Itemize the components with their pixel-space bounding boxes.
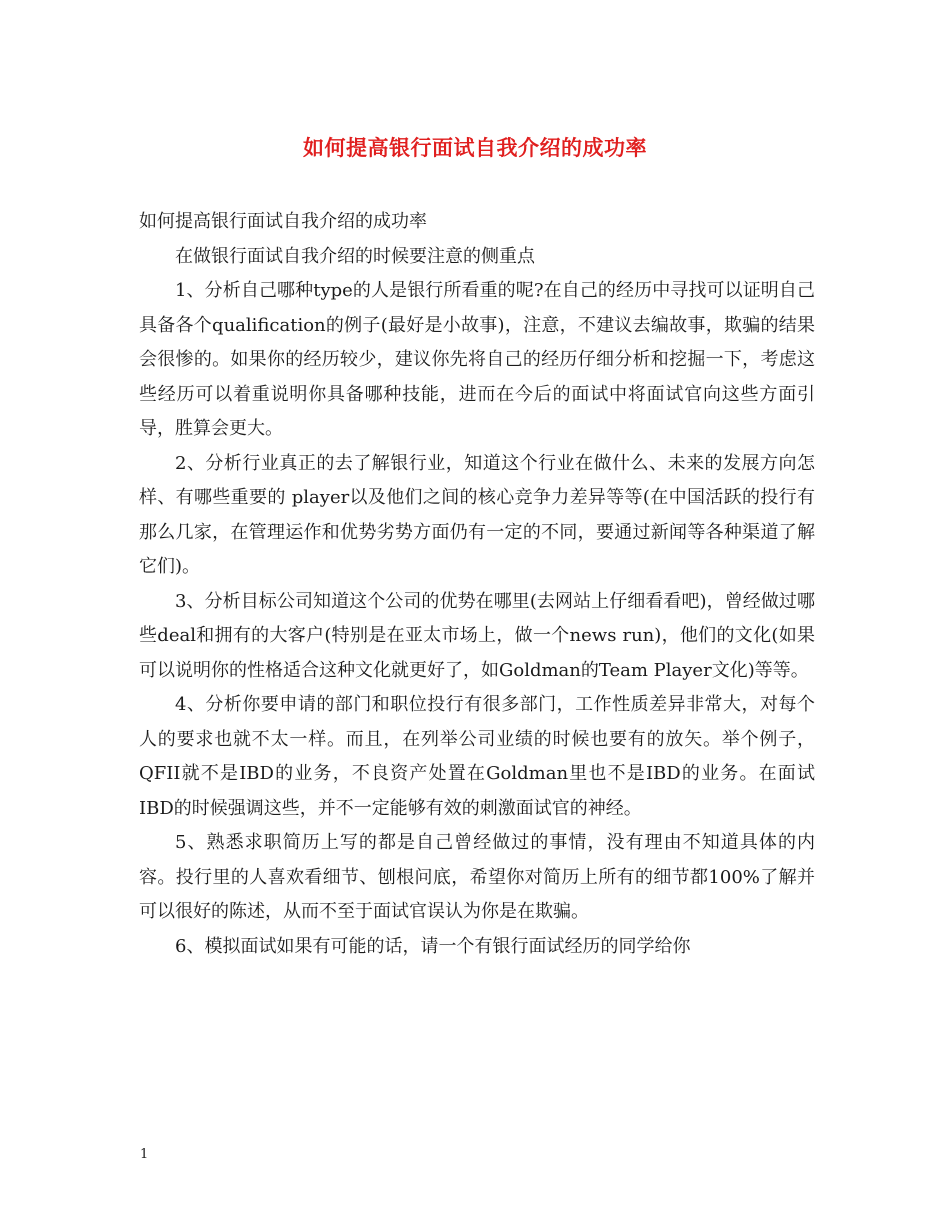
paragraph-point-4: 4、分析你要申请的部门和职位投行有很多部门，工作性质差异非常大，对每个人的要求也就不太一样。而且，在列举公司业绩的时候也要有的放矢。举个例子，QFII就不是IBD的业务，不良资产处置在Goldman里也不是IBD的业务。在面试IBD的时候强调这些，并不一定能够有效的刺激面试官的神经。 <box>139 694 815 819</box>
paragraph-point-3: 3、分析目标公司知道这个公司的优势在哪里(去网站上仔细看看吧)，曾经做过哪些deal和拥有的大客户(特别是在亚太市场上，做一个news run)，他们的文化(如果可以说明你的性格适合这种文化就更好了，如Goldman的Team Player文化)等等。 <box>139 590 815 681</box>
paragraph-heading: 如何提高银行面试自我介绍的成功率 <box>139 211 427 232</box>
paragraph-intro: 在做银行面试自我介绍的时候要注意的侧重点 <box>175 245 535 267</box>
paragraph-point-6: 6、模拟面试如果有可能的话，请一个有银行面试经历的同学给你 <box>175 935 691 957</box>
document-body <box>139 205 815 964</box>
paragraph-point-5: 5、熟悉求职简历上写的都是自己曾经做过的事情，没有理由不知道具体的内容。投行里的人喜欢看细节、刨根问底，希望你对简历上所有的细节都100%了解并可以很好的陈述，从而不至于面试官误认为你是在欺骗。 <box>139 832 815 922</box>
page-number: 1 <box>140 1147 149 1162</box>
document-title: 如何提高银行面试自我介绍的成功率 <box>303 135 647 160</box>
paragraph-point-1: 1、分析自己哪种type的人是银行所看重的呢?在自己的经历中寻找可以证明自己具备各个qualification的例子(最好是小故事)，注意，不建议去编故事，欺骗的结果会很惨的。如果你的经历较少，建议你先将自己的经历仔细分析和挖掘一下，考虑这些经历可以着重说明你具备哪种技能，进而在今后的面试中将面试官向这些方面引导，胜算会更大。 <box>139 280 815 439</box>
paragraph-point-2: 2、分析行业真正的去了解银行业，知道这个行业在做什么、未来的发展方向怎样、有哪些重要的 player以及他们之间的核心竞争力差异等等(在中国活跃的投行有那么几家，在管理运作和优势劣势方面仍有一定的不同，要通过新闻等各种渠道了解它们)。 <box>139 452 815 577</box>
